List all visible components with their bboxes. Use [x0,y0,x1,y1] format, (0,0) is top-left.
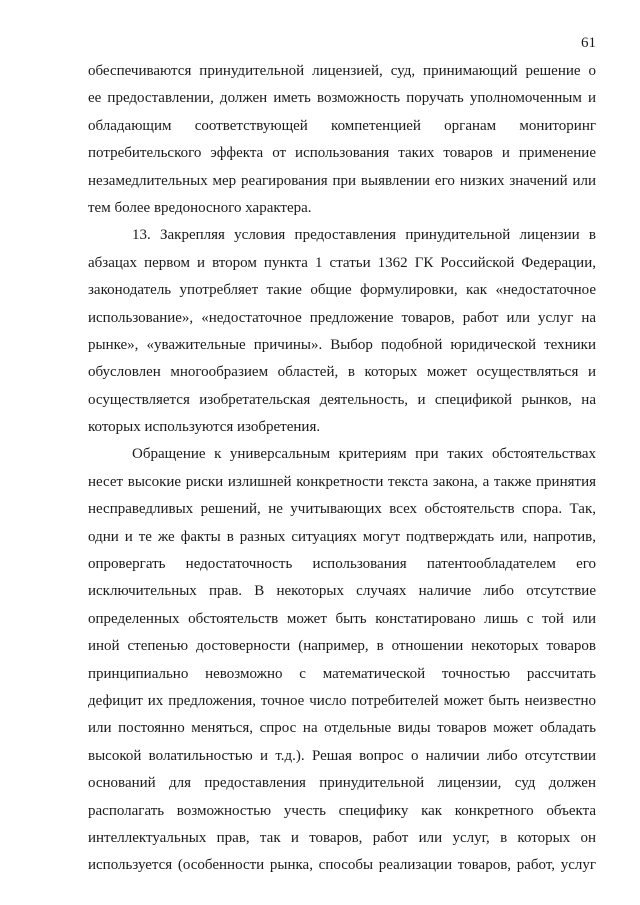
text-line: обеспечиваются принудительной лицензией, суд, принимающий решение о [88,63,596,79]
text-line: ее предоставлении, должен иметь возможность поручать уполномоченным и [88,90,596,107]
text-line: незамедлительных мер реагирования при выявлении его низких значений или [88,172,596,189]
text-line: обладающим соответствующей компетенцией органам мониторинг [88,117,596,134]
text-line: располагать возможностью учесть специфику как конкретного объекта [88,802,596,819]
text-line: осуществляется изобретательская деятельность, и спецификой рынков, на [88,391,596,408]
paragraph [88,58,596,222]
text-line: иной степенью достоверности (например, в отношении некоторых товаров [88,638,596,655]
paragraph [88,222,596,441]
text-line: абзацах первом и втором пункта 1 статьи 1362 ГК Российской Федерации, [88,254,596,271]
text-line: дефицит их предложения, точное число потребителей может быть неизвестно [88,692,596,709]
text-line: несет высокие риски излишней конкретности текста закона, а также принятия [88,473,596,490]
text-line: обусловлен многообразием областей, в которых может осуществляться и [88,364,596,381]
text-line: или постоянно меняться, спрос на отдельные виды товаров может обладать [88,720,596,737]
text-line: оснований для предоставления принудительной лицензии, суд должен [88,775,596,792]
text-line: одни и те же факты в разных ситуациях могут подтверждать или, напротив, [88,528,596,545]
text-line: используется (особенности рынка, способы реализации товаров, работ, услуг [88,857,596,874]
text-line: определенных обстоятельств может быть констатировано лишь с той или [88,610,596,627]
text-line: высокой волатильностью и т.д.). Решая вопрос о наличии либо отсутствии [88,747,596,764]
text-line: принципиально невозможно с математической точностью рассчитать [88,665,596,682]
text-line: потребительского эффекта от использования таких товаров и применение [88,145,596,162]
text-line: рынке», «уважительные причины». Выбор подобной юридической техники [88,336,596,353]
text-line: 13. Закрепляя условия предоставления принудительной лицензии в [132,227,596,244]
text-line: тем более вредоносного характера. [88,199,312,216]
text-line: несправедливых решений, не учитывающих всех обстоятельств спора. Так, [88,501,596,518]
document-text [88,58,596,880]
text-line: опровергать недостаточность использования патентообладателем его [88,556,596,573]
paragraph [88,441,596,879]
text-line: Обращение к универсальным критериям при таких обстоятельствах [132,446,596,463]
text-line: использование», «недостаточное предложение товаров, работ или услуг на [88,309,596,326]
text-line: которых используются изобретения. [88,419,321,436]
text-line: законодатель употребляет такие общие формулировки, как «недостаточное [88,282,596,299]
page-number: 61 [581,35,596,51]
text-line: исключительных прав. В некоторых случаях наличие либо отсутствие [88,583,596,600]
text-line: интеллектуальных прав, так и товаров, работ или услуг, в которых он [88,829,596,846]
